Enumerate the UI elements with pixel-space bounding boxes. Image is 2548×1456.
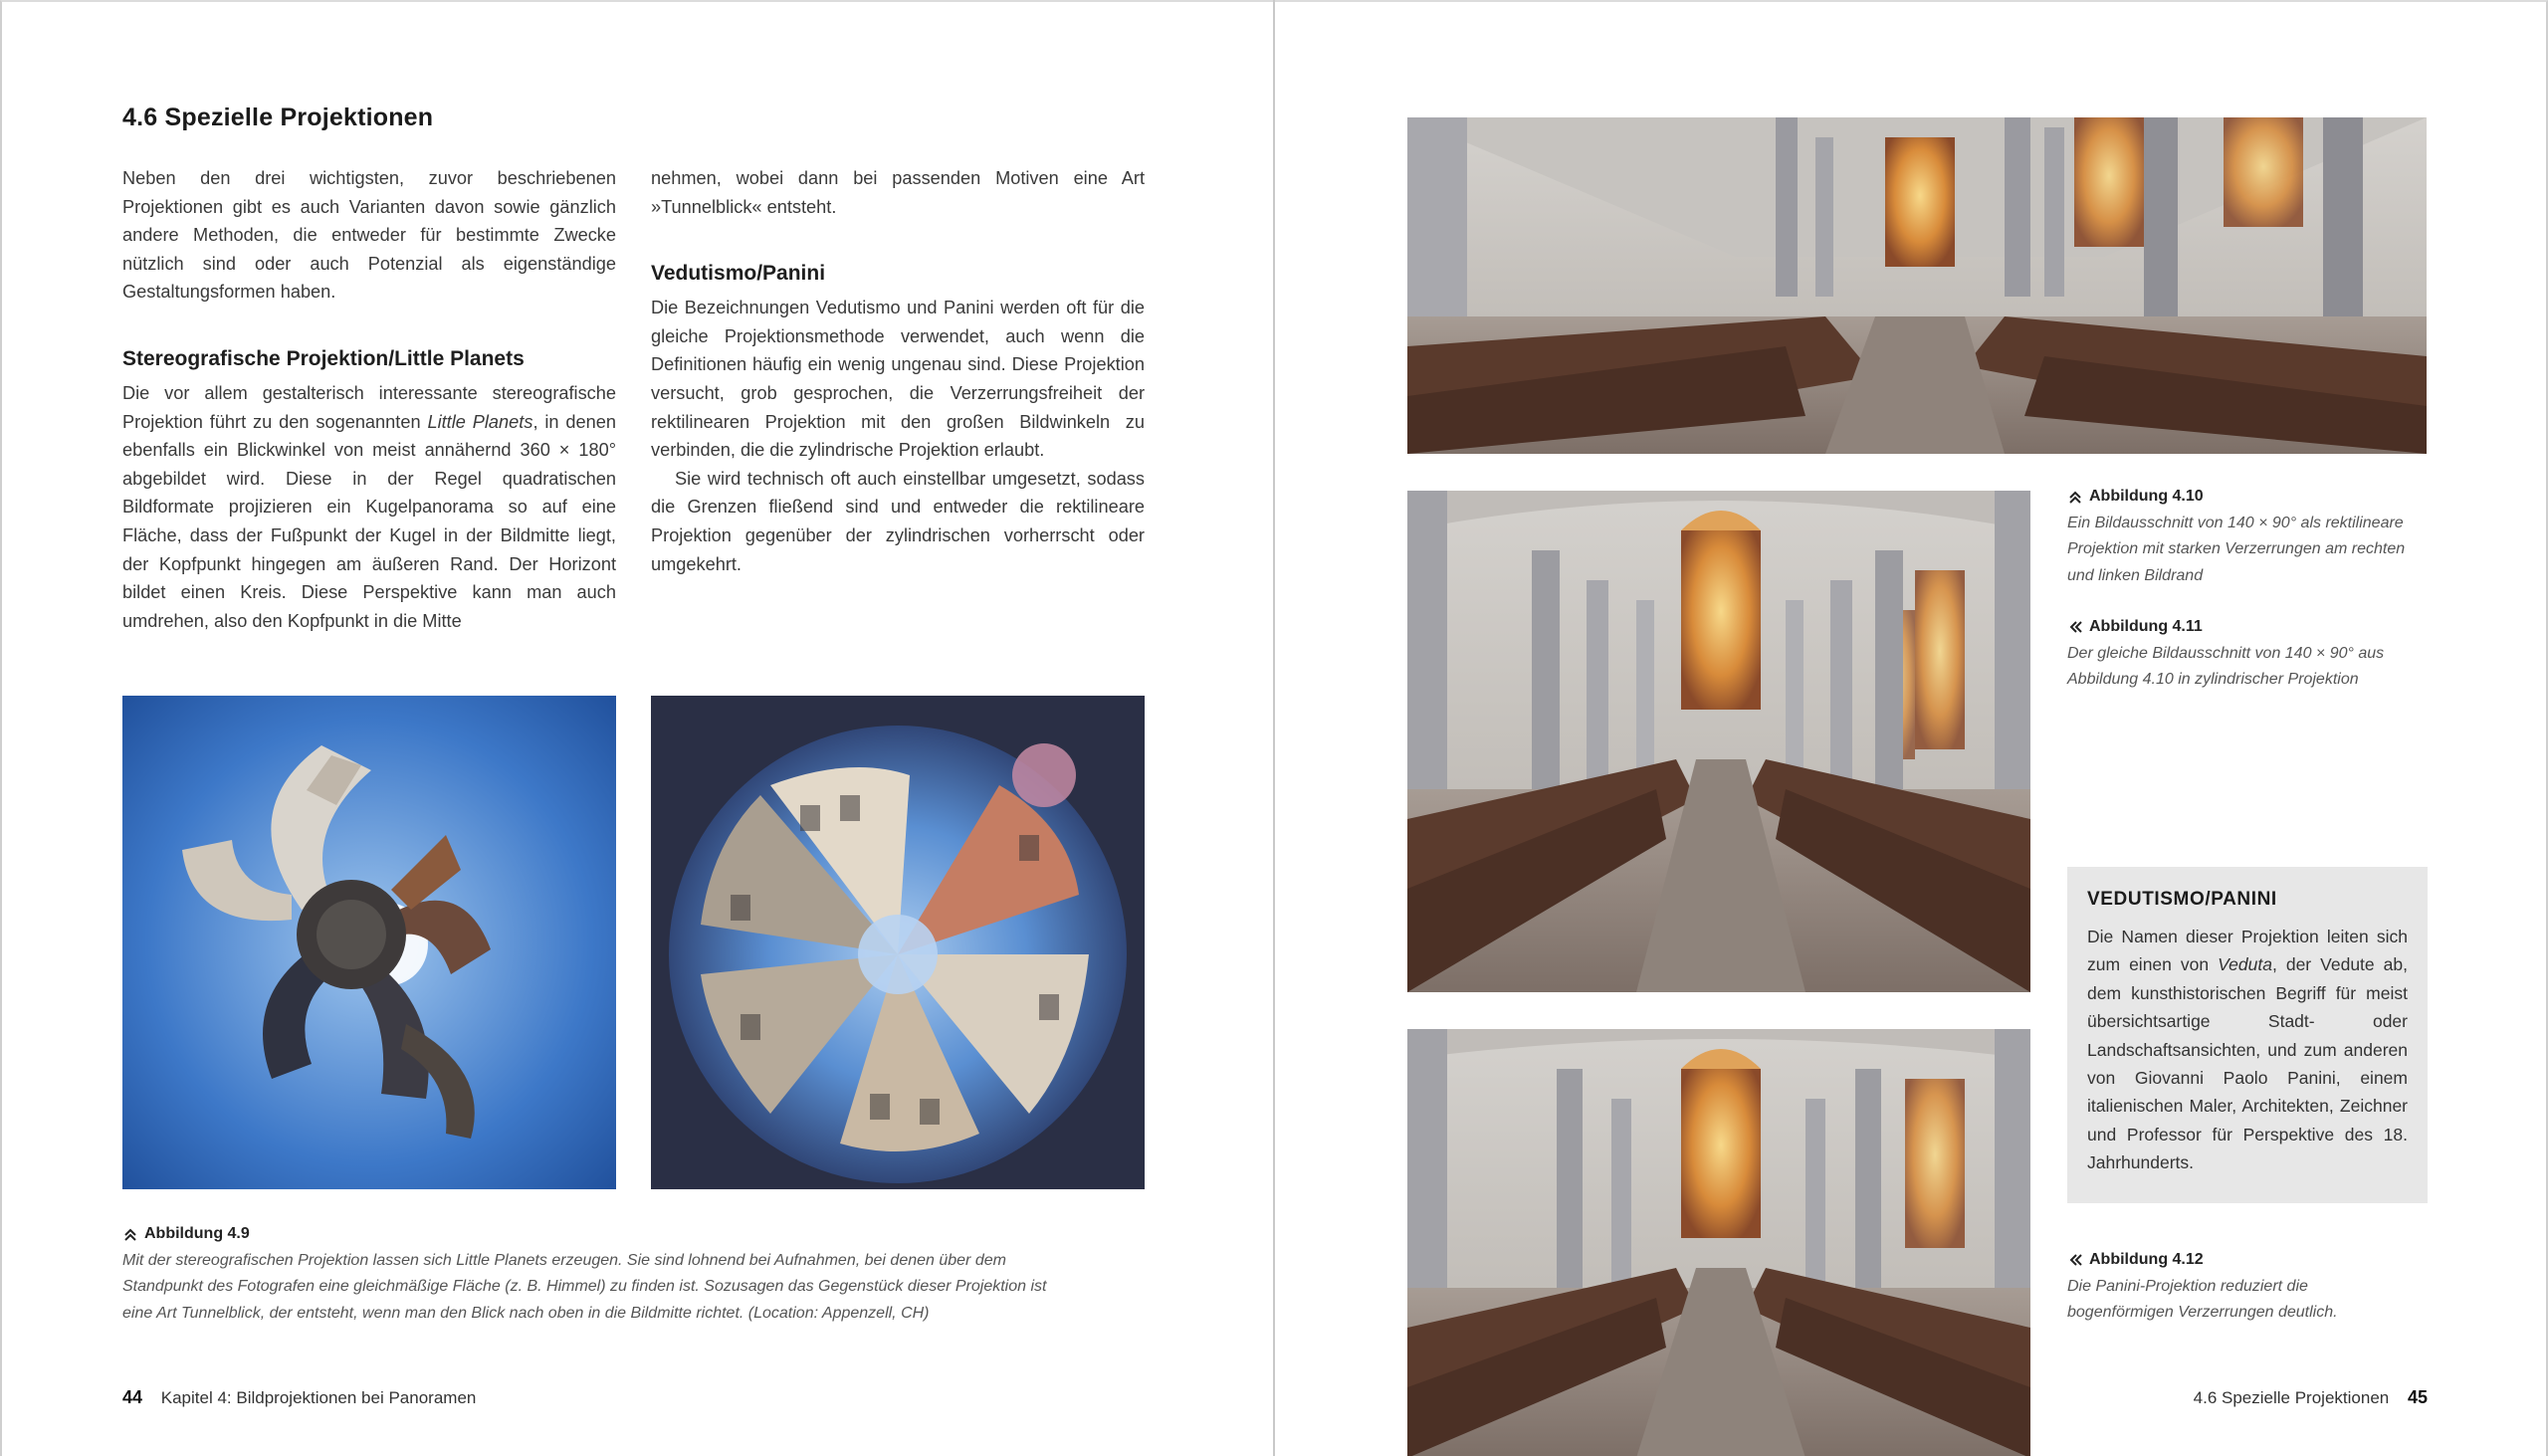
left-page: [0, 0, 1273, 1456]
figure-4-9-label: Abbildung 4.9: [144, 1225, 250, 1242]
figure-4-10-text: Ein Bildausschnitt von 140 × 90° als rektilineare Projektion mit starken Verzerrungen am rechten und linken Bildrand: [2067, 514, 2406, 584]
figure-4-12-caption: [2067, 1247, 2436, 1327]
figure-4-9-caption: [122, 1221, 1078, 1327]
left-footer: [122, 1387, 476, 1408]
double-chevron-up-icon: [122, 1226, 138, 1242]
right-running-head: 4.6 Spezielle Projektionen: [2193, 1388, 2390, 1407]
stereo-heading: Stereografische Projektion/Little Planets: [122, 346, 525, 370]
figure-4-11-label-row: [2067, 614, 2436, 641]
veduta-term: Veduta: [2218, 954, 2272, 975]
little-planet-photo: [122, 696, 616, 1189]
figure-4-11-text: Der gleiche Bildausschnitt von 140 × 90° aus Abbildung 4.10 in zylindrischer Projektion: [2067, 644, 2385, 688]
figure-4-9-text: Mit der stereografischen Projektion lassen sich Little Planets erzeugen. Sie sind lohnend bei Aufnahmen, bei denen über dem Standpunkt des Fotografen eine gleichmäßige Fläche (z. B. Himmel) zu finden ist. Sozusagen das Gegenstück dieser Projektion ist eine Art Tunnelblick, der entsteht, wenn man den Blick nach oben in die Bildmitte richtet. (Location: Appenzell, CH): [122, 1251, 1047, 1322]
stereo-paragraph: Die vor allem gestalterisch interessante stereografische Projektion führt zu den sogenannten Little Planets, in denen ebenfalls ein Blickwinkel von meist annähernd 360 × 180° abgebildet wird. Diese in der Regel quadratischen Bildformate projizieren ein Kugelpanorama so auf eine Fläche, dass der Fußpunkt der Kugel in der Bildmitte liegt, der Kopfpunkt hingegen am äußeren Rand. Der Horizont bildet einen Kreis. Diese Perspektive kann man auch umdrehen, also den Kopfpunkt in die Mitte: [122, 382, 616, 631]
rectilinear-church-photo: [1407, 117, 2427, 454]
figure-4-11-label: Abbildung 4.11: [2089, 618, 2203, 635]
figure-4-12-label: Abbildung 4.12: [2089, 1251, 2204, 1268]
panini-church-photo: [1407, 1029, 2030, 1456]
continued-paragraph: nehmen, wobei dann bei passenden Motiven eine Art »Tunnelblick« entsteht.: [651, 168, 1145, 217]
figure-4-10-caption: [2067, 484, 2436, 589]
column-2: [651, 164, 1145, 578]
vedutismo-paragraph-2: Sie wird technisch oft auch einstellbar umgesetzt, sodass die Grenzen fließend sind und entweder die rektilineare Projektion gegenüber der zylindrischen vorherrscht oder umgekehrt.: [651, 468, 1145, 574]
vedutismo-heading: Vedutismo/Panini: [651, 262, 826, 286]
right-page: [1275, 0, 2548, 1456]
double-chevron-left-icon: [2067, 619, 2083, 635]
vedutismo-info-box: [2067, 867, 2428, 1203]
section-title: 4.6 Spezielle Projektionen: [122, 104, 434, 131]
figure-4-10-label-row: [2067, 484, 2436, 511]
figure-4-12-label-row: [2067, 1247, 2436, 1274]
tunnel-view-photo: [651, 696, 1145, 1189]
little-planets-term: Little Planets: [427, 411, 533, 432]
intro-paragraph: Neben den drei wichtigsten, zuvor beschriebenen Projektionen gibt es auch Varianten davon sowie gänzlich andere Methoden, die entweder für bestimmte Zwecke nützlich sind oder auch Potenzial als eigenständige Gestaltungsformen haben.: [122, 168, 616, 303]
double-chevron-up-icon: [2067, 489, 2083, 505]
figure-4-11-caption: [2067, 614, 2436, 694]
cylindrical-church-photo: [1407, 491, 2030, 992]
left-running-head: Kapitel 4: Bildprojektionen bei Panoramen: [160, 1388, 477, 1407]
info-box-text: Die Namen dieser Projektion leiten sich zum einen von Veduta, der Vedute ab, dem kunsthistorischen Begriff für meist übersichtsartige Stadt- oder Landschaftsansichten, und zum anderen von Giovanni Paolo Panini, einem italienischen Maler, Architekten, Zeichner und Professor für Perspektive des 18. Jahrhunderts.: [2087, 927, 2408, 1173]
figure-4-9-label-row: [122, 1221, 1078, 1248]
figure-4-10-label: Abbildung 4.10: [2089, 488, 2204, 505]
right-footer: [2177, 1387, 2428, 1408]
column-1: [122, 164, 616, 635]
double-chevron-left-icon: [2067, 1252, 2083, 1268]
vedutismo-paragraph-1: Die Bezeichnungen Vedutismo und Panini werden oft für die gleiche Projektionsmethode verwendet, auch wenn die Definitionen häufig ein wenig ungenau sind. Diese Projektion versucht, grob gesprochen, die Verzerrungsfreiheit der rektilinearen Projektion mit den großen Bildwinkeln zu verbinden, die die zylindrische Projektion erlaubt.: [651, 298, 1145, 461]
left-page-number: 44: [122, 1387, 143, 1407]
figure-4-12-text: Die Panini-Projektion reduziert die bogenförmigen Verzerrungen deutlich.: [2067, 1277, 2338, 1321]
right-page-number: 45: [2407, 1387, 2428, 1407]
info-box-title: VEDUTISMO/PANINI: [2087, 889, 2277, 910]
